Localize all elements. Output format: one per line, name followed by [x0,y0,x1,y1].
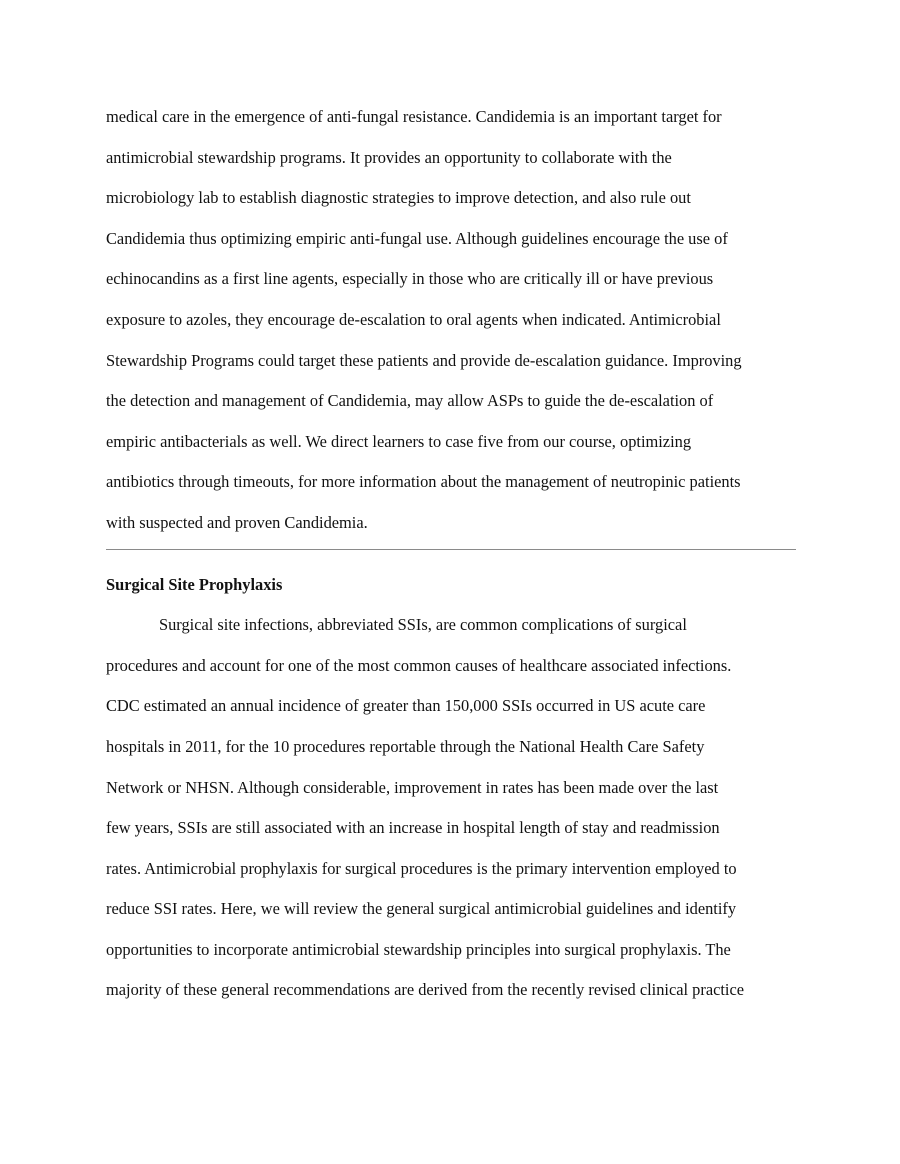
paragraph-line: with suspected and proven Candidemia. [106,512,368,532]
paragraph-line: Network or NHSN. Although considerable, improvement in rates has been made over the last [106,777,719,797]
paragraph-line: reduce SSI rates. Here, we will review the general surgical antimicrobial guidelines and identify [106,899,737,919]
document-page [106,101,798,1015]
paragraph-line: microbiology lab to establish diagnostic strategies to improve detection, and also rule out [106,188,691,208]
section-heading: Surgical Site Prophylaxis [106,574,283,594]
paragraph-line: hospitals in 2011, for the 10 procedures reportable through the National Health Care Safety [106,736,705,756]
paragraph-line: Candidemia thus optimizing empiric anti-fungal use. Although guidelines encourage the use of [106,228,728,248]
paragraph-line: medical care in the emergence of anti-fungal resistance. Candidemia is an important target for [106,107,722,126]
paragraph-line: exposure to azoles, they encourage de-escalation to oral agents when indicated. Antimicrobial [106,309,721,329]
paragraph-line: majority of these general recommendations are derived from the recently revised clinical practice [106,980,745,1000]
paragraph-line: opportunities to incorporate antimicrobial stewardship principles into surgical prophylaxis. The [106,939,731,959]
paragraph-line: procedures and account for one of the most common causes of healthcare associated infections. [106,655,732,675]
paragraph-line: Surgical site infections, abbreviated SSIs, are common complications of surgical [159,615,687,635]
section-divider [106,549,796,550]
paragraph-line: antibiotics through timeouts, for more information about the management of neutropinic patients [106,472,741,492]
candidemia-paragraph [106,101,798,548]
paragraph-line: rates. Antimicrobial prophylaxis for surgical procedures is the primary intervention employed to [106,858,737,878]
paragraph-line: antimicrobial stewardship programs. It provides an opportunity to collaborate with the [106,147,672,167]
paragraph-line: the detection and management of Candidemia, may allow ASPs to guide the de-escalation of [106,391,714,411]
paragraph-line: few years, SSIs are still associated with an increase in hospital length of stay and readmission [106,818,720,838]
surgical-site-prophylaxis-section [106,569,798,1016]
paragraph-line: CDC estimated an annual incidence of greater than 150,000 SSIs occurred in US acute care [106,696,706,716]
paragraph-line: Stewardship Programs could target these patients and provide de-escalation guidance. Improving [106,350,742,370]
section-divider-wrap [106,548,798,569]
paragraph-line: echinocandins as a first line agents, especially in those who are critically ill or have previous [106,269,714,289]
paragraph-line: empiric antibacterials as well. We direct learners to case five from our course, optimizing [106,431,692,451]
